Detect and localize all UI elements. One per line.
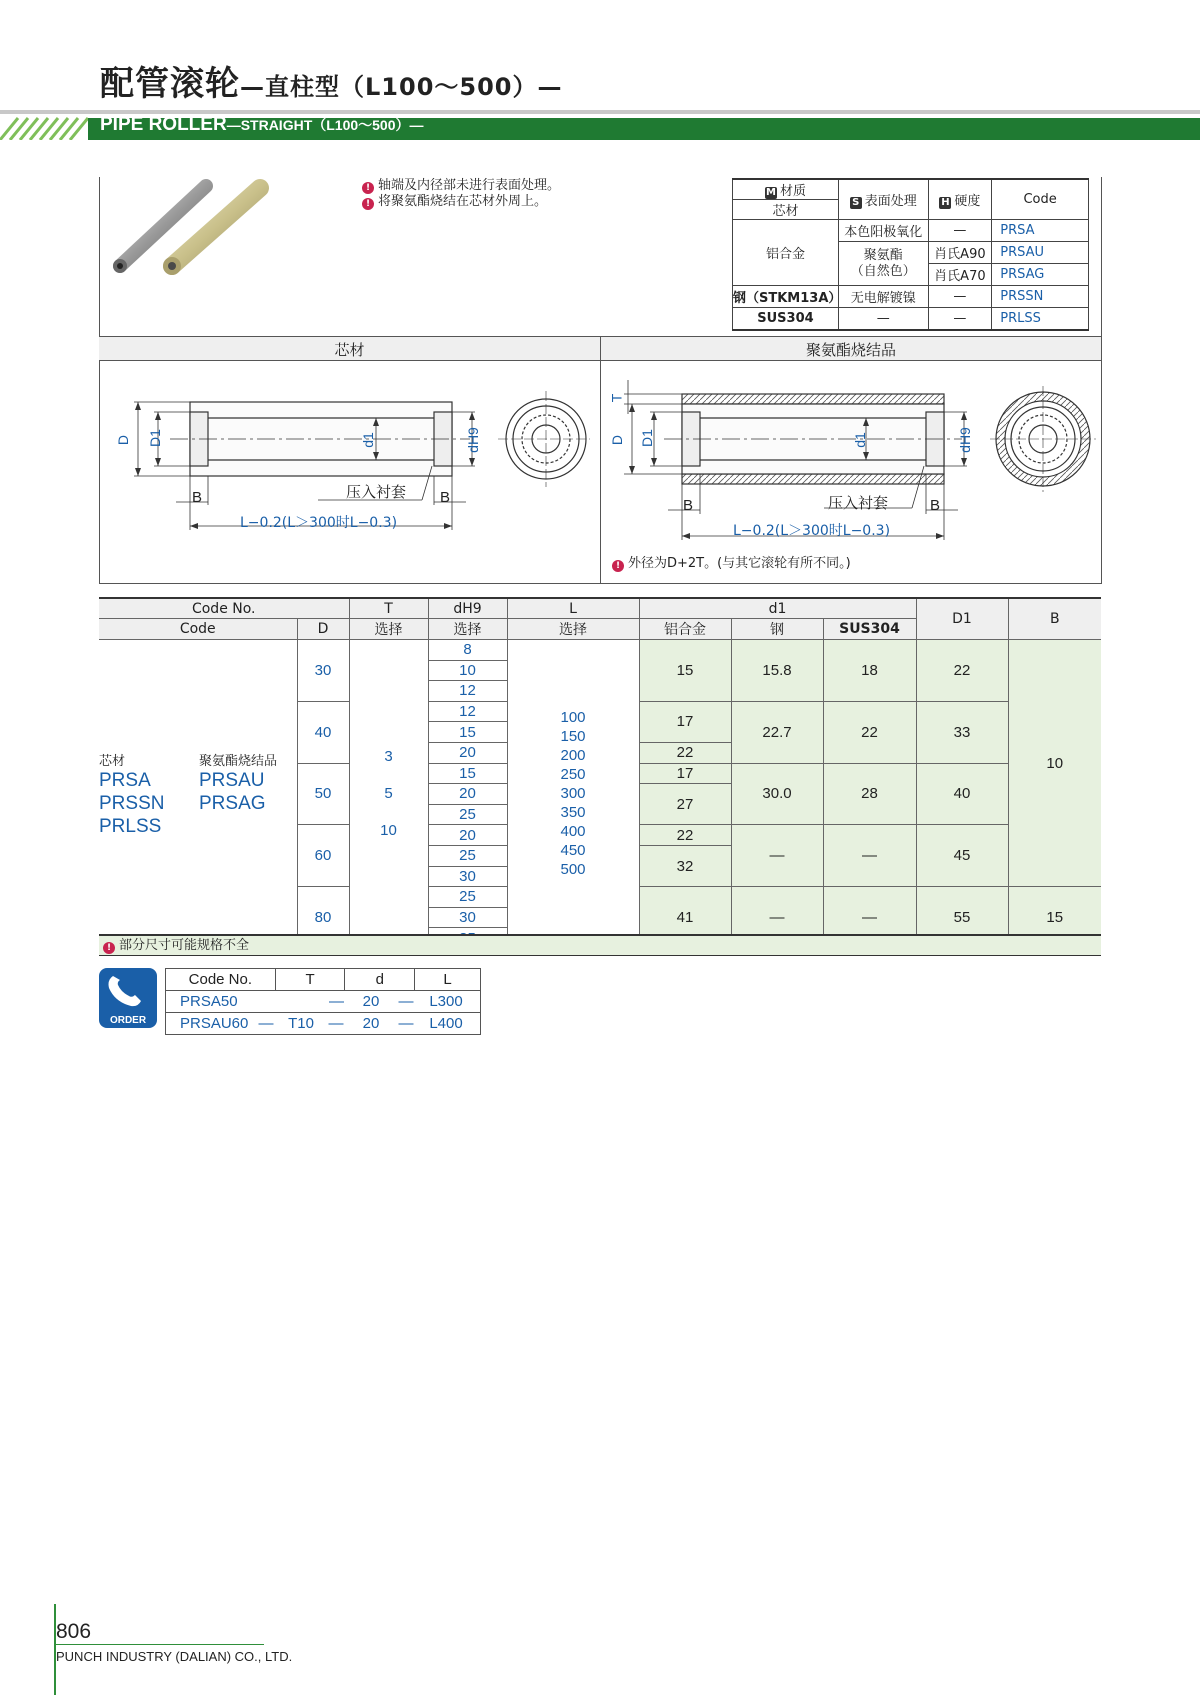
dH9-value: 20 xyxy=(428,825,507,846)
order-T: T10 xyxy=(288,1015,314,1032)
d1-al-value: 17 xyxy=(639,701,731,742)
D-60: 60 xyxy=(297,825,349,887)
L-value: 250 xyxy=(560,766,586,784)
D1-value: 55 xyxy=(916,887,1008,949)
dim-D1-pu: D1 xyxy=(638,429,655,447)
title-english xyxy=(100,114,424,136)
D-50: 50 xyxy=(297,763,349,825)
col-d1-sus304: SUS304 xyxy=(823,619,916,640)
col-T-select: 选择 xyxy=(349,619,428,640)
dH9-value: 20 xyxy=(428,742,507,763)
page-number: 806 xyxy=(56,1620,92,1643)
order-L: L300 xyxy=(429,993,463,1010)
code-prssn: PRSSN xyxy=(99,792,165,814)
d1-al-value: 17 xyxy=(639,763,731,784)
col-L: L xyxy=(507,598,639,619)
dim-L-tolerance-pu: L−0.2(L＞300时L−0.3) xyxy=(733,523,891,539)
note-1-text: 轴端及内径部未进行表面处理。 xyxy=(378,178,561,193)
T-5: 5 xyxy=(384,785,393,803)
dim-L-tolerance: L−0.2(L＞300时L−0.3) xyxy=(240,515,398,531)
hardness-dash: — xyxy=(928,308,992,330)
col-B: B xyxy=(1008,598,1101,640)
B-value: 10 xyxy=(1008,640,1101,887)
T-3: 3 xyxy=(384,748,393,766)
header-hardness: H 硬度 xyxy=(928,179,992,220)
hardness-dash: — xyxy=(928,286,992,308)
note-2-text: 将聚氨酯烧结在芯材外周上。 xyxy=(378,194,548,209)
dH9-value: 12 xyxy=(428,681,507,702)
code-prsa: PRSA xyxy=(99,769,151,791)
mat-aluminum: 铝合金 xyxy=(733,220,839,286)
order-sep: — xyxy=(398,993,414,1010)
order-icon-label: ORDER xyxy=(109,1015,147,1026)
order-sep: — xyxy=(328,1015,344,1032)
col-D1: D1 xyxy=(916,598,1008,640)
D-30: 30 xyxy=(297,640,349,702)
dH9-value: 10 xyxy=(428,660,507,681)
dH9-value: 15 xyxy=(428,722,507,743)
d1-al-value: 32 xyxy=(639,845,731,886)
code-prsau: PRSAU xyxy=(199,769,265,791)
dim-dH9-pu: dH9 xyxy=(956,427,973,453)
dH9-value: 25 xyxy=(428,845,507,866)
dim-d1: d1 xyxy=(359,432,376,448)
T-values xyxy=(349,640,428,949)
header-core: 芯材 xyxy=(733,200,839,220)
order-col-L: L xyxy=(415,969,481,991)
col-D: D xyxy=(297,619,349,640)
code-prsag: PRSAG xyxy=(199,792,266,814)
order-d: 20 xyxy=(362,1015,380,1032)
order-col-d: d xyxy=(345,969,415,991)
col-code: Code xyxy=(99,619,297,640)
label-press-bushing-pu: 压入衬套 xyxy=(828,494,889,512)
L-value: 200 xyxy=(560,747,586,765)
order-code: PRSA50 xyxy=(180,993,238,1010)
code-prsag: PRSAG xyxy=(992,264,1089,286)
surface-nickel: 无电解镀镍 xyxy=(838,286,928,308)
order-col-T: T xyxy=(275,969,345,991)
dim-D: D xyxy=(115,434,132,446)
dH9-value: 30 xyxy=(428,907,507,928)
footnote-bar: ! 部分尺寸可能规格不全 xyxy=(99,934,1101,956)
col-code-no: Code No. xyxy=(99,598,349,619)
footnote-text: 部分尺寸可能规格不全 xyxy=(119,938,250,953)
phone-icon xyxy=(99,968,157,1012)
col-d1-aluminum: 铝合金 xyxy=(639,619,731,640)
d1-steel-value: — xyxy=(731,825,823,887)
order-row-1 xyxy=(166,991,481,1013)
dim-d1-pu: d1 xyxy=(851,432,868,448)
title-sub: —直柱型（L100～500）— xyxy=(240,73,563,101)
order-d: 20 xyxy=(362,993,380,1010)
header-code: Code xyxy=(992,179,1089,220)
drawing-title-core: 芯材 xyxy=(334,341,365,359)
code-cell xyxy=(99,640,297,949)
order-L: L400 xyxy=(429,1015,463,1032)
title-main: 配管滚轮 xyxy=(100,64,240,104)
dH9-value: 8 xyxy=(428,640,507,661)
dim-B-left: B xyxy=(192,489,203,506)
header-surface: S 表面处理 xyxy=(838,179,928,220)
L-values xyxy=(507,640,639,949)
hardness-dash: — xyxy=(928,220,992,242)
notes xyxy=(362,178,560,210)
dH9-value: 25 xyxy=(428,804,507,825)
mat-sus304: SUS304 xyxy=(733,308,839,330)
note-2: ! 将聚氨酯烧结在芯材外周上。 xyxy=(362,194,560,210)
title-en-sub: —STRAIGHT（L100～500）— xyxy=(226,117,424,133)
dH9-value: 20 xyxy=(428,784,507,805)
L-value: 450 xyxy=(560,842,586,860)
col-dH9-select: 选择 xyxy=(428,619,507,640)
d1-sus-value: 18 xyxy=(823,640,916,702)
dim-B-pu-left: B xyxy=(683,497,694,514)
page-title xyxy=(100,56,563,105)
d1-al-value: 22 xyxy=(639,825,731,846)
order-sep: — xyxy=(329,993,344,1010)
L-value: 300 xyxy=(560,785,586,803)
d1-steel-value: 15.8 xyxy=(731,640,823,702)
d1-al-value: 27 xyxy=(639,784,731,825)
L-value: 400 xyxy=(560,823,586,841)
dim-dH9: dH9 xyxy=(464,427,481,453)
code-group-pu xyxy=(199,750,277,838)
surface-polyurethane: 聚氨酯 （自然色） xyxy=(838,242,928,286)
label-press-bushing: 压入衬套 xyxy=(346,483,407,501)
D1-value: 22 xyxy=(916,640,1008,702)
hardness-a90: 肖氏A90 xyxy=(928,242,992,264)
col-T: T xyxy=(349,598,428,619)
mat-steel: 钢（STKM13A） xyxy=(733,286,839,308)
code-group-core xyxy=(99,750,199,838)
order-code: PRSAU60 xyxy=(180,1015,249,1032)
d1-sus-value: 22 xyxy=(823,701,916,763)
title-en-main: PIPE ROLLER xyxy=(100,114,227,135)
footer-horizontal-line xyxy=(54,1644,264,1645)
d1-al-value: 22 xyxy=(639,742,731,763)
dim-D-pu: D xyxy=(609,434,626,446)
d1-steel-value: 30.0 xyxy=(731,763,823,825)
drawing-polyurethane xyxy=(610,370,1100,540)
d1-al-value: 41 xyxy=(639,887,731,949)
B-value: 15 xyxy=(1008,887,1101,949)
dH9-value: 12 xyxy=(428,701,507,722)
L-value: 150 xyxy=(560,728,586,746)
d1-al-value: 15 xyxy=(639,640,731,702)
drawing-divider xyxy=(600,336,601,583)
code-prssn: PRSSN xyxy=(992,286,1089,308)
order-col-code: Code No. xyxy=(166,969,276,991)
note-1: ! 轴端及内径部未进行表面处理。 xyxy=(362,178,560,194)
D-80: 80 xyxy=(297,887,349,949)
d1-sus-value: — xyxy=(823,825,916,887)
code-prlss: PRLSS xyxy=(99,815,162,837)
company-name: PUNCH INDUSTRY (DALIAN) CO., LTD. xyxy=(56,1649,293,1664)
order-icon xyxy=(99,968,157,1028)
D1-value: 45 xyxy=(916,825,1008,887)
dH9-value: 25 xyxy=(428,887,507,908)
D1-value: 40 xyxy=(916,763,1008,825)
note-outer-diameter: ! 外径为D+2T。(与其它滚轮有所不同。) xyxy=(612,556,851,572)
dim-B-right: B xyxy=(440,489,451,506)
col-d1: d1 xyxy=(639,598,916,619)
hardness-a70: 肖氏A70 xyxy=(928,264,992,286)
dH9-value: 30 xyxy=(428,866,507,887)
code-group-core-label: 芯材 xyxy=(99,753,126,769)
surface-dash: — xyxy=(838,308,928,330)
order-row-2 xyxy=(166,1013,481,1035)
L-value: 500 xyxy=(560,861,586,879)
D-40: 40 xyxy=(297,701,349,763)
L-value: 100 xyxy=(560,709,586,727)
header-material: M 材质 xyxy=(733,179,839,200)
d1-steel-value: — xyxy=(731,887,823,949)
order-sep: — xyxy=(258,1015,274,1032)
d1-steel-value: 22.7 xyxy=(731,701,823,763)
L-value: 350 xyxy=(560,804,586,822)
order-example-table xyxy=(165,968,481,1035)
T-10: 10 xyxy=(380,822,397,840)
dH9-value: 15 xyxy=(428,763,507,784)
spec-table xyxy=(99,597,1101,949)
dim-T: T xyxy=(608,393,625,403)
col-L-select: 选择 xyxy=(507,619,639,640)
note-outer-diameter-text: 外径为D+2T。(与其它滚轮有所不同。) xyxy=(628,556,851,571)
order-sep: — xyxy=(398,1015,414,1032)
col-dH9: dH9 xyxy=(428,598,507,619)
D1-value: 33 xyxy=(916,701,1008,763)
d1-sus-value: 28 xyxy=(823,763,916,825)
col-d1-steel: 钢 xyxy=(731,619,823,640)
drawing-title-pu: 聚氨酯烧结品 xyxy=(805,341,896,359)
code-prlss: PRLSS xyxy=(992,308,1089,330)
code-prsau: PRSAU xyxy=(992,242,1089,264)
code-group-pu-label: 聚氨酯烧结品 xyxy=(199,753,278,769)
material-table xyxy=(732,178,1089,331)
code-prsa: PRSA xyxy=(992,220,1089,242)
d1-sus-value: — xyxy=(823,887,916,949)
product-photo xyxy=(108,176,278,280)
surface-anodized: 本色阳极氧化 xyxy=(838,220,928,242)
dim-B-pu-right: B xyxy=(930,497,941,514)
dim-D1: D1 xyxy=(146,429,163,447)
